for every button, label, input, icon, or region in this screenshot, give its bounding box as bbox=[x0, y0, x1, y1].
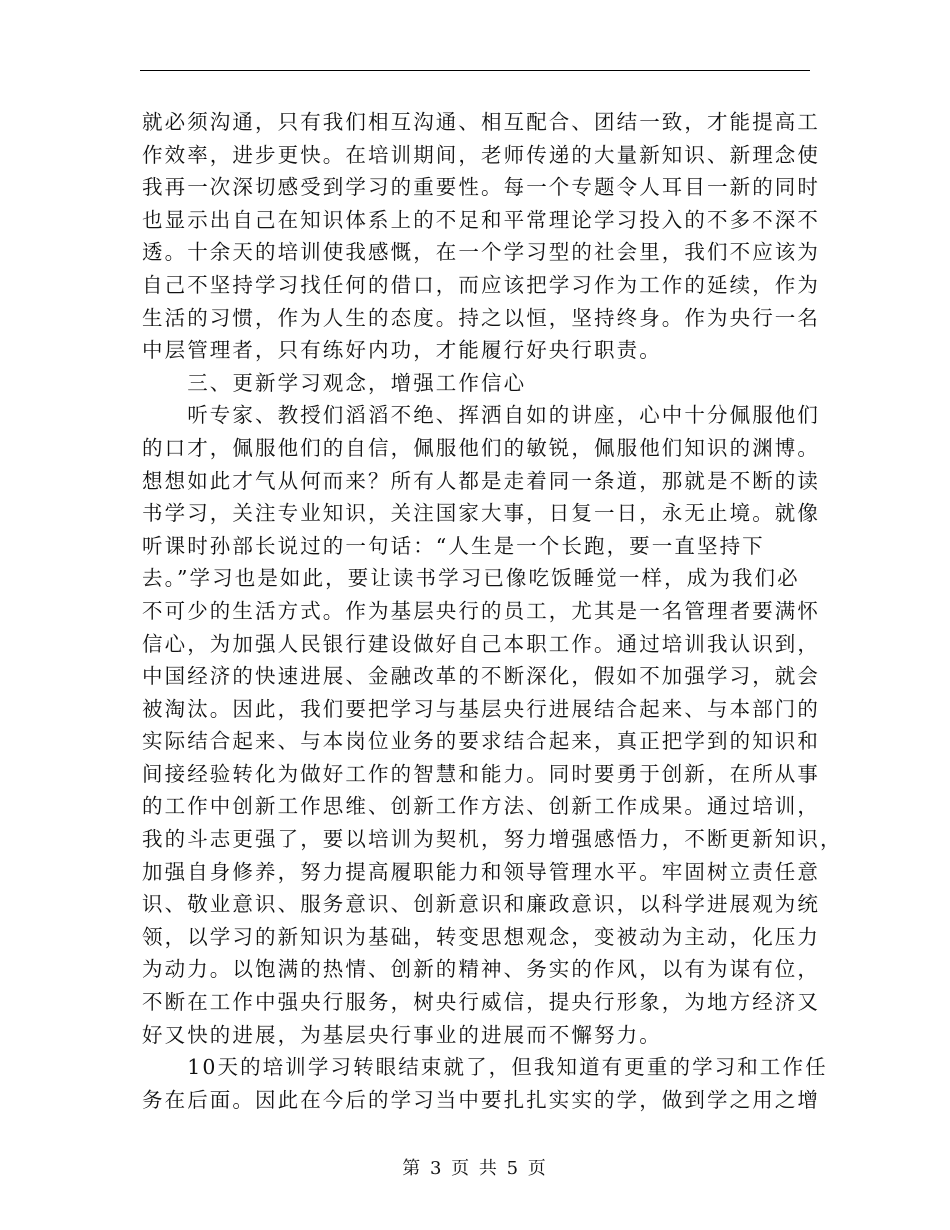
text-line: 的口才，佩服他们的自信，佩服他们的敏锐，佩服他们知识的渊博。 bbox=[142, 435, 820, 460]
text-line: 想想如此才气从何而来？所有人都是走着同一条道，那就是不断的读 bbox=[142, 468, 820, 493]
text-line: 自己不坚持学习找任何的借口，而应该把学习作为工作的延续，作为 bbox=[142, 272, 820, 297]
text-line: 作效率，进步更快。在培训期间，老师传递的大量新知识、新理念使 bbox=[142, 142, 820, 167]
text-line: 生活的习惯，作为人生的态度。持之以恒，坚持终身。作为央行一名 bbox=[142, 305, 820, 330]
text-line: 也显示出自己在知识体系上的不足和平常理论学习投入的不多不深不 bbox=[142, 207, 820, 232]
text-line: 领，以学习的新知识为基础，转变思想观念，变被动为主动，化压力 bbox=[142, 924, 820, 949]
text-line: 间接经验转化为做好工作的智慧和能力。同时要勇于创新，在所从事 bbox=[142, 761, 820, 786]
text-line: 为动力。以饱满的热情、创新的精神、务实的作风，以有为谋有位， bbox=[142, 957, 820, 982]
text-line: 信心，为加强人民银行建设做好自己本职工作。通过培训我认识到， bbox=[142, 631, 820, 656]
text-line: 不断在工作中强央行服务，树央行威信，提央行形象，为地方经济又 bbox=[142, 990, 820, 1015]
header-rule bbox=[140, 70, 810, 71]
text-line: 透。十余天的培训使我感慨，在一个学习型的社会里，我们不应该为 bbox=[142, 240, 820, 265]
text-line: 书学习，关注专业知识，关注国家大事，日复一日，永无止境。就像 bbox=[142, 501, 820, 526]
text-line: 中国经济的快速进展、金融改革的不断深化，假如不加强学习，就会 bbox=[142, 664, 820, 689]
text-line: 我的斗志更强了，要以培训为契机，努力增强感悟力，不断更新知识， bbox=[142, 827, 843, 852]
text-line: 听课时孙部长说过的一句话：“人生是一个长跑，要一直坚持下 bbox=[142, 533, 765, 558]
text-line: 中层管理者，只有练好内功，才能履行好央行职责。 bbox=[142, 338, 662, 363]
text-line: 听专家、教授们滔滔不绝、挥洒自如的讲座，心中十分佩服他们 bbox=[142, 403, 820, 428]
text-line: 被淘汰。因此，我们要把学习与基层央行进展结合起来、与本部门的 bbox=[142, 696, 820, 721]
section-heading: 三、更新学习观念，增强工作信心 bbox=[142, 370, 527, 395]
text-line: 务在后面。因此在今后的学习当中要扎扎实实的学，做到学之用之增 bbox=[142, 1087, 820, 1112]
text-line: 就必须沟通，只有我们相互沟通、相互配合、团结一致，才能提高工 bbox=[142, 110, 820, 134]
body-text bbox=[142, 106, 843, 1116]
text-line: 去。”学习也是如此，要让读书学习已像吃饭睡觉一样，成为我们必 bbox=[142, 566, 800, 591]
text-line: 的工作中创新工作思维、创新工作方法、创新工作成果。通过培训， bbox=[142, 794, 820, 819]
text-line: 加强自身修养，努力提高履职能力和领导管理水平。牢固树立责任意 bbox=[142, 859, 820, 884]
text-line: 不可少的生活方式。作为基层央行的员工，尤其是一名管理者要满怀 bbox=[142, 598, 820, 623]
text-line: 10天的培训学习转眼结束就了，但我知道有更重的学习和工作任 bbox=[142, 1055, 828, 1080]
page-number-footer: 第 3 页 共 5 页 bbox=[402, 1158, 548, 1179]
text-line: 我再一次深切感受到学习的重要性。每一个专题令人耳目一新的同时 bbox=[142, 175, 820, 200]
text-line: 实际结合起来、与本岗位业务的要求结合起来，真正把学到的知识和 bbox=[142, 729, 820, 754]
text-line: 识、敬业意识、服务意识、创新意识和廉政意识，以科学进展观为统 bbox=[142, 892, 820, 917]
text-line: 好又快的进展，为基层央行事业的进展而不懈努力。 bbox=[142, 1022, 662, 1047]
